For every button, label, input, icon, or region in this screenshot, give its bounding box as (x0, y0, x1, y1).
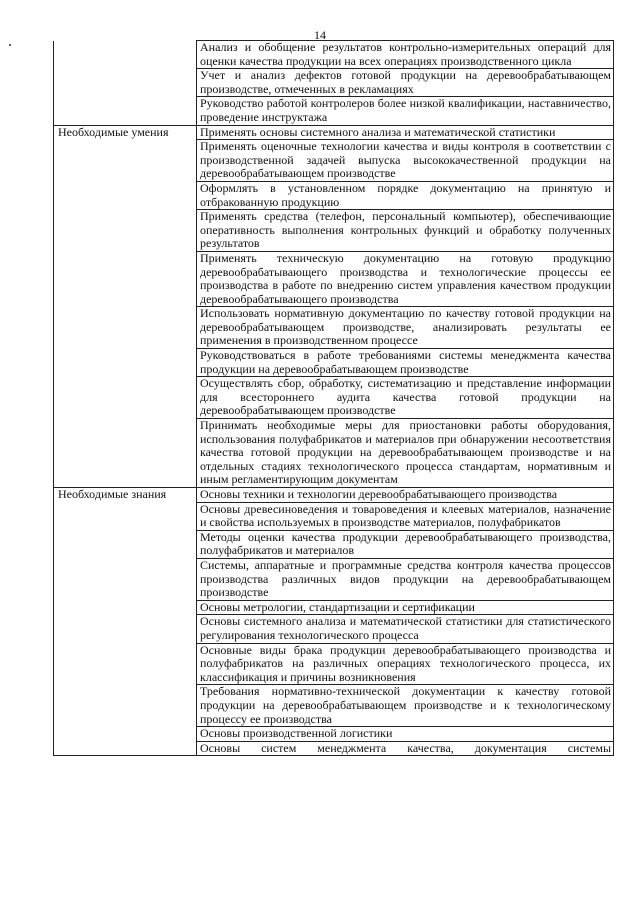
description-cell: Руководствоваться в работе требованиями системы менеджмента качества продукции на деревообрабатывающем производстве (197, 349, 614, 377)
table-row (54, 69, 614, 97)
category-cell (54, 685, 197, 727)
category-cell (54, 41, 197, 69)
table-row (54, 251, 614, 306)
category-cell (54, 419, 197, 488)
description-cell: Применять техническую документацию на готовую продукцию деревообрабатывающего производства и технологические процессы ее производства в работе по внедрению систем управления качеством продукции деревообрабатывающего производства (197, 251, 614, 306)
table-row (54, 502, 614, 530)
category-cell (54, 615, 197, 643)
category-cell (54, 377, 197, 419)
table-row (54, 349, 614, 377)
category-cell (54, 741, 197, 756)
description-cell: Основы метрологии, стандартизации и сертификации (197, 600, 614, 615)
description-cell: Основы системного анализа и математической статистики для статистического регулирования технологического процесса (197, 615, 614, 643)
description-cell: Системы, аппаратные и программные средства контроля качества процессов производства различных видов продукции на деревообрабатывающем производстве (197, 558, 614, 600)
description-cell: Осуществлять сбор, обработку, систематизацию и представление информации для всестороннего аудита качества готовой продукции на деревообрабатывающем производстве (197, 377, 614, 419)
page-number: 14 (314, 28, 326, 42)
description-cell: Основы древесиноведения и товароведения и клеевых материалов, назначение и свойства используемых в производстве материалов, полуфабрикатов (197, 502, 614, 530)
table-row (54, 600, 614, 615)
category-cell (54, 181, 197, 209)
category-cell (54, 307, 197, 349)
table-row (54, 97, 614, 125)
description-cell: Руководство работой контролеров более низкой квалификации, наставничество, проведение инструктажа (197, 97, 614, 125)
table-row (54, 615, 614, 643)
category-cell (54, 69, 197, 97)
description-cell: Использовать нормативную документацию по качеству готовой продукции на деревообрабатывающем производстве, анализировать результаты ее применения в производственном процессе (197, 307, 614, 349)
scan-speck (9, 44, 11, 46)
table-row (54, 125, 614, 140)
category-cell (54, 558, 197, 600)
category-cell (54, 97, 197, 125)
description-cell: Требования нормативно-технической документации к качеству готовой продукции на деревообрабатывающем производстве и к технологическому процессу ее производства (197, 685, 614, 727)
table-row (54, 140, 614, 182)
table-row (54, 419, 614, 488)
qualification-table (53, 40, 614, 756)
category-cell (54, 502, 197, 530)
table-row (54, 727, 614, 742)
table-row (54, 488, 614, 503)
description-cell: Применять основы системного анализа и математической статистики (197, 125, 614, 140)
category-cell (54, 727, 197, 742)
category-cell (54, 643, 197, 685)
description-cell: Учет и анализ дефектов готовой продукции на деревообрабатывающем производстве, отмеченных в рекламациях (197, 69, 614, 97)
category-cell (54, 210, 197, 252)
description-cell: Методы оценки качества продукции деревообрабатывающего производства, полуфабрикатов и материалов (197, 530, 614, 558)
table-row (54, 181, 614, 209)
description-cell: Принимать необходимые меры для приостановки работы оборудования, использования полуфабрикатов и материалов при обнаружении несоответствия качества готовой продукции на деревообрабатывающем производстве и на отдельных стадиях технологического процесса стандартам, нормативным и иным регламентирующим документам (197, 419, 614, 488)
description-cell: Применять оценочные технологии качества и виды контроля в соответствии с производственной задачей выпуска высококачественной продукции на деревообрабатывающем производстве (197, 140, 614, 182)
category-cell: Необходимые знания (54, 488, 197, 503)
description-cell: Основы систем менеджмента качества, документация системы (197, 741, 614, 756)
table-row (54, 307, 614, 349)
category-cell (54, 600, 197, 615)
category-cell (54, 140, 197, 182)
category-cell: Необходимые умения (54, 125, 197, 140)
description-cell: Основные виды брака продукции деревообрабатывающего производства и полуфабрикатов на различных операциях технологического процесса, их классификация и причины возникновения (197, 643, 614, 685)
table-row (54, 210, 614, 252)
description-cell: Применять средства (телефон, персональный компьютер), обеспечивающие оперативность выполнения контрольных функций и обработку полученных результатов (197, 210, 614, 252)
table-row (54, 741, 614, 756)
table-row (54, 685, 614, 727)
description-cell: Основы техники и технологии деревообрабатывающего производства (197, 488, 614, 503)
category-cell (54, 530, 197, 558)
table-row (54, 558, 614, 600)
table-body (54, 41, 614, 756)
category-cell (54, 251, 197, 306)
description-cell: Оформлять в установленном порядке документацию на принятую и отбракованную продукцию (197, 181, 614, 209)
table-row (54, 377, 614, 419)
description-cell: Основы производственной логистики (197, 727, 614, 742)
table-row (54, 41, 614, 69)
description-cell: Анализ и обобщение результатов контрольно-измерительных операций для оценки качества продукции на всех операциях производственного цикла (197, 41, 614, 69)
category-cell (54, 349, 197, 377)
table-row (54, 530, 614, 558)
table-row (54, 643, 614, 685)
